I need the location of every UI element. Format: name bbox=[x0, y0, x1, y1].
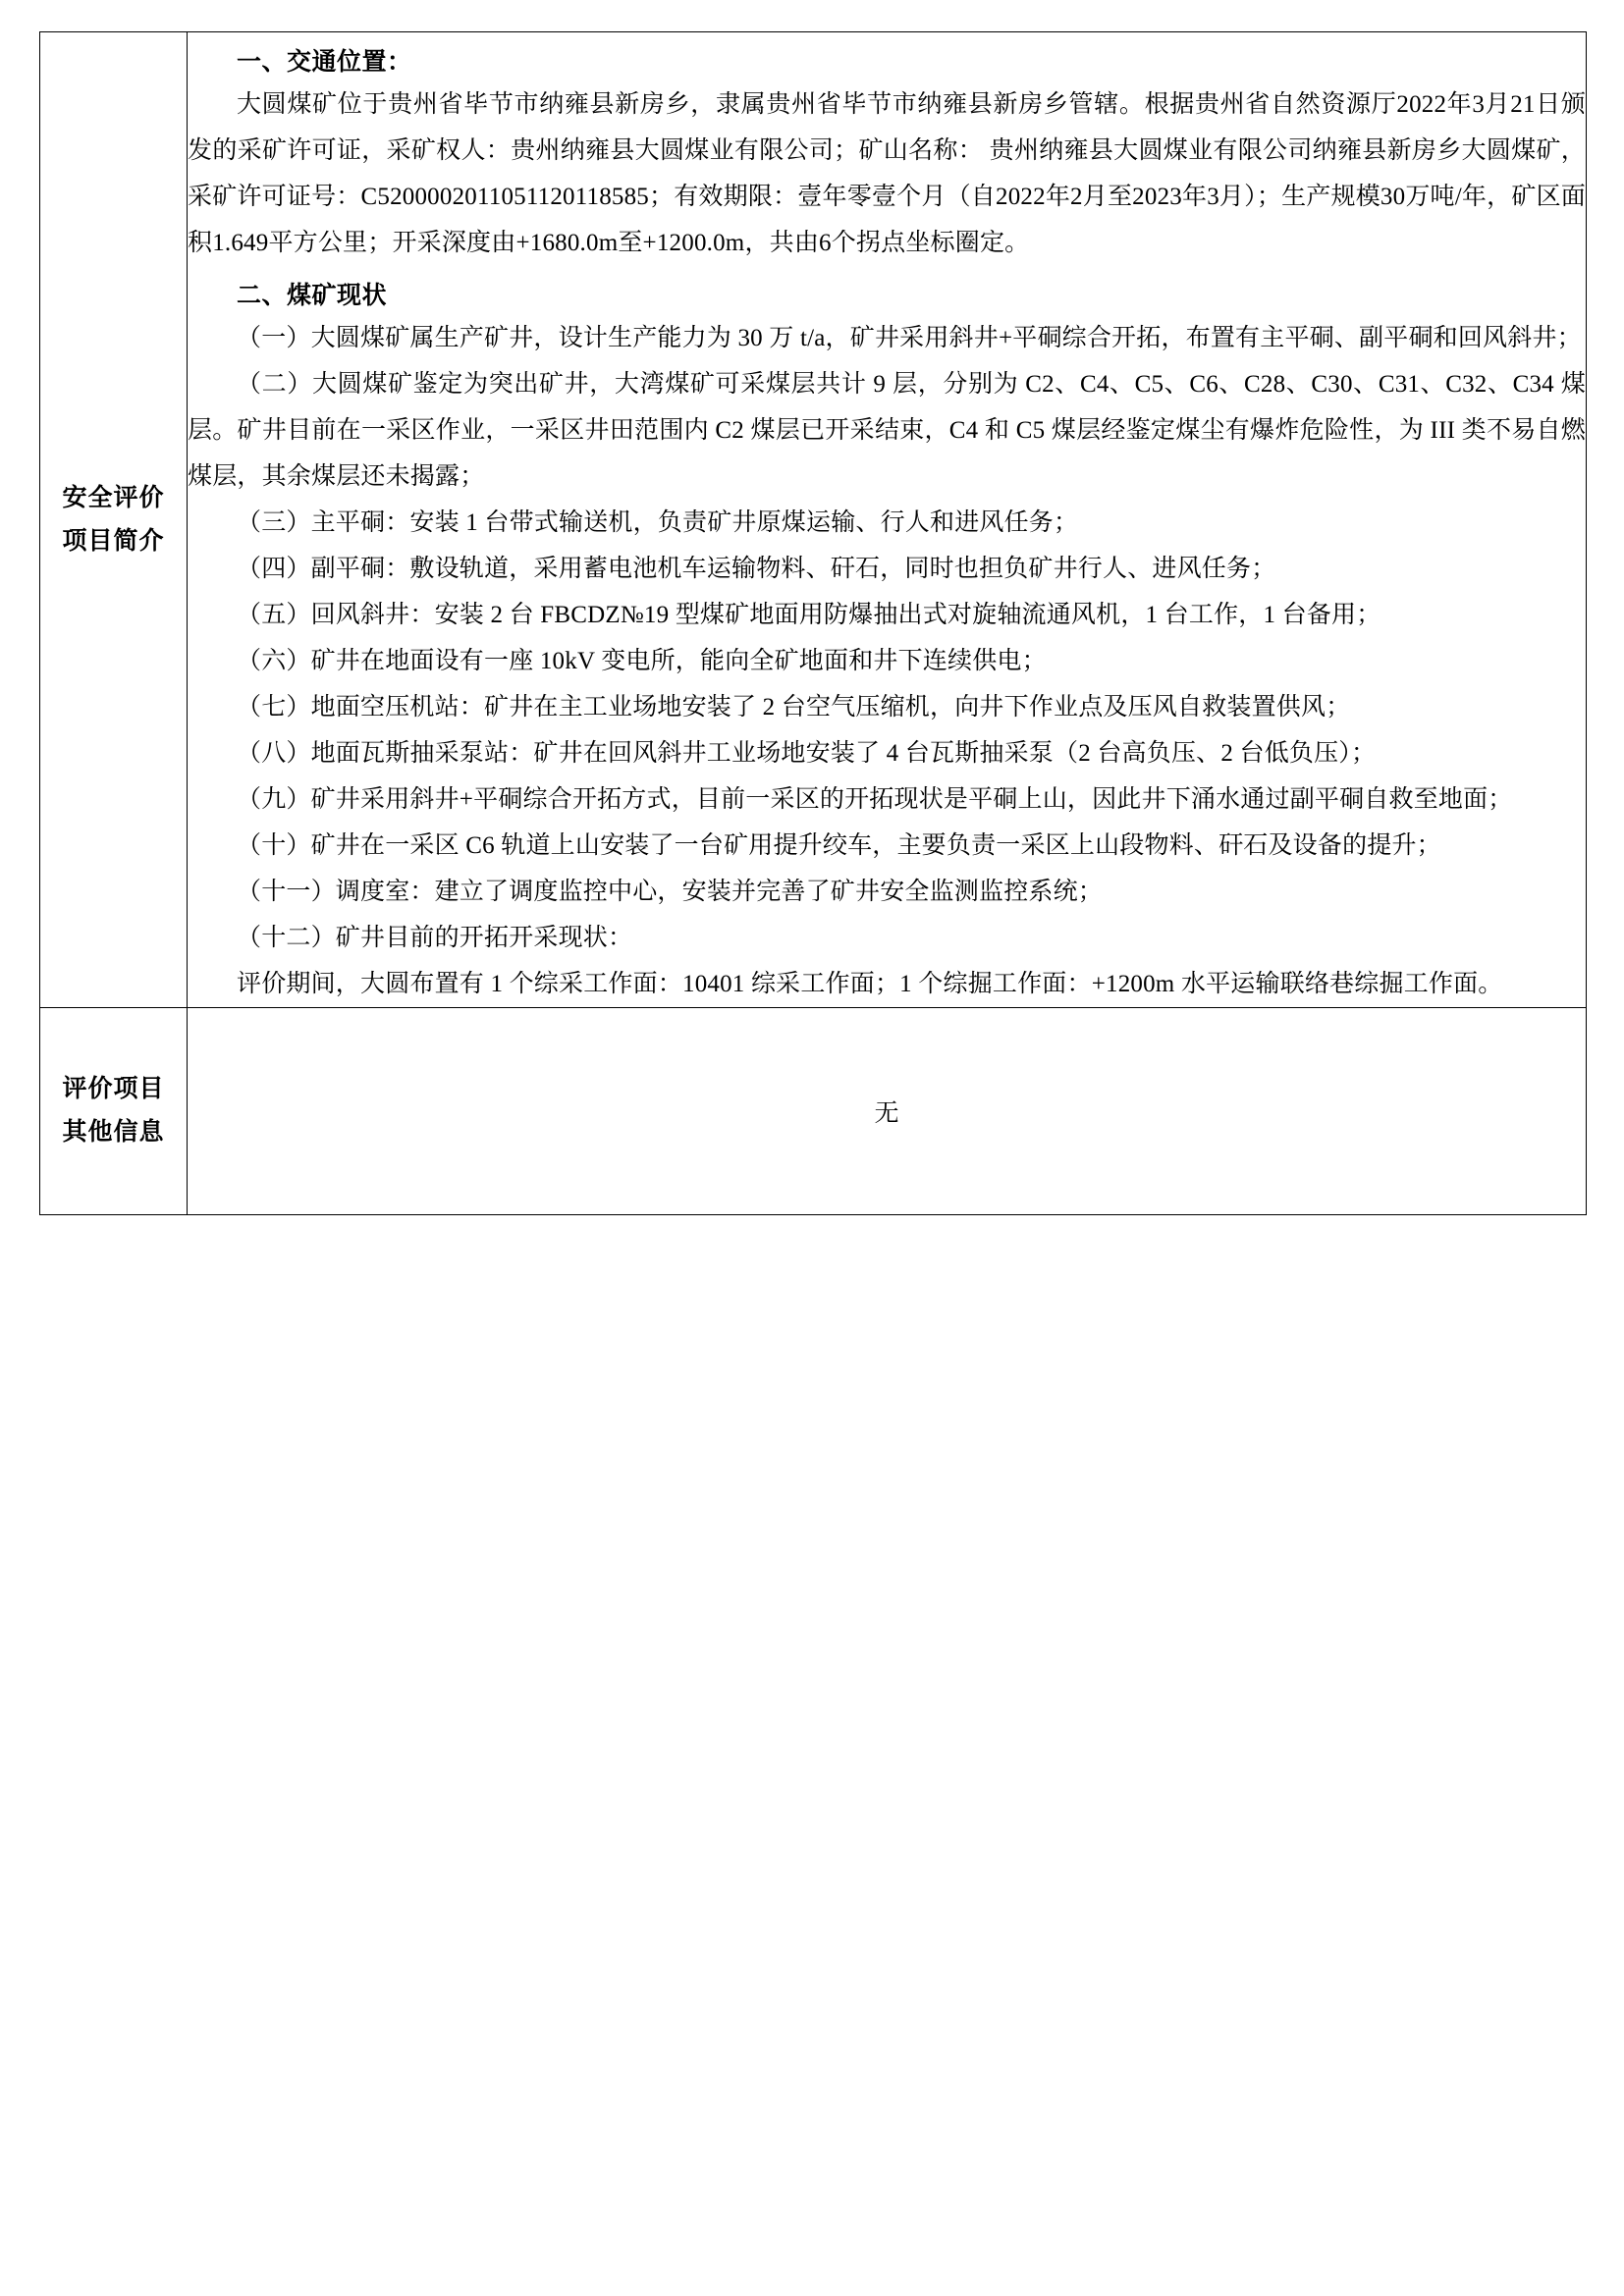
row-label-line-1: 安全评价 bbox=[62, 484, 165, 511]
paragraph-item-8: （八）地面瓦斯抽采泵站：矿井在回风斜井工业场地安装了 4 台瓦斯抽采泵（2 台高负压、2 台低负压）； bbox=[237, 740, 1377, 767]
paragraph-item-12: （十二）矿井目前的开拓开采现状： bbox=[237, 925, 633, 951]
table-row-other-info bbox=[40, 1008, 1587, 1215]
paragraph-item-9: （九）矿井采用斜井+平硐综合开拓方式，目前一采区的开拓现状是平硐上山，因此井下涌水通过副平硐自救至地面； bbox=[237, 786, 1513, 813]
paragraph-item-3: （三）主平硐：安装 1 台带式输送机，负责矿井原煤运输、行人和进风任务； bbox=[237, 509, 1079, 536]
paragraph-evaluation-period: 评价期间，大圆布置有 1 个综采工作面：10401 综采工作面；1 个综掘工作面：+1200m 水平运输联络巷综掘工作面。 bbox=[237, 971, 1503, 997]
row-label-other-line-2: 其他信息 bbox=[62, 1119, 165, 1146]
paragraph-item-4: （四）副平硐：敷设轨道，采用蓄电池机车运输物料、矸石，同时也担负矿井行人、进风任务； bbox=[237, 556, 1276, 582]
paragraph-item-6: （六）矿井在地面设有一座 10kV 变电所，能向全矿地面和井下连续供电； bbox=[237, 648, 1047, 674]
paragraph-item-10: （十）矿井在一采区 C6 轨道上山安装了一台矿用提升绞车，主要负责一采区上山段物料、矸石及设备的提升； bbox=[237, 832, 1441, 859]
paragraph-item-2: （二）大圆煤矿鉴定为突出矿井，大湾煤矿可采煤层共计 9 层，分别为 C2、C4、C5、C6、C28、C30、C31、C32、C34 煤层。矿井目前在一采区作业，一采区井田范围内 C2 煤层已开采结束，C4 和 C5 煤层经鉴定煤尘有爆炸危险性，为 III 类不易自燃煤层，其余煤层还未揭露； bbox=[188, 371, 1586, 490]
paragraph-item-7: （七）地面空压机站：矿井在主工业场地安装了 2 台空气压缩机，向井下作业点及压风自救装置供风； bbox=[237, 694, 1351, 721]
table-row-project-summary bbox=[40, 32, 1587, 1008]
row-label-other-line-1: 评价项目 bbox=[62, 1076, 165, 1102]
paragraph-traffic-location: 大圆煤矿位于贵州省毕节市纳雍县新房乡，隶属贵州省毕节市纳雍县新房乡管辖。根据贵州省自然资源厅2022年3月21日颁发的采矿许可证，采矿权人：贵州纳雍县大圆煤业有限公司；矿山名称： 贵州纳雍县大圆煤业有限公司纳雍县新房乡大圆煤矿， 采矿许可证号：C5200002011051120118585；有效期限：壹年零壹个月（自2022年2月至2023年3月）；生产规模30万吨/年，矿区面积1.649平方公里；开采深度由+1680.0m至+1200.0m，共由6个拐点坐标圈定。 bbox=[188, 91, 1586, 256]
paragraph-item-1: （一）大圆煤矿属生产矿井，设计生产能力为 30 万 t/a，矿井采用斜井+平硐综合开拓，布置有主平硐、副平硐和回风斜井； bbox=[237, 325, 1582, 351]
row-content-other-info: 无 bbox=[188, 1008, 1587, 1215]
row-label-project-summary bbox=[40, 32, 188, 1008]
row-label-other-info bbox=[40, 1008, 188, 1215]
row-content-project-summary bbox=[188, 32, 1587, 1008]
row-label-line-2: 项目简介 bbox=[62, 527, 165, 555]
paragraph-item-11: （十一）调度室：建立了调度监控中心，安装并完善了矿井安全监测监控系统； bbox=[237, 879, 1104, 905]
section-heading-traffic-location: 一、交通位置： bbox=[237, 49, 412, 76]
section-heading-mine-status: 二、煤矿现状 bbox=[237, 283, 388, 309]
project-info-table bbox=[39, 31, 1587, 1215]
paragraph-item-5: （五）回风斜井：安装 2 台 FBCDZ№19 型煤矿地面用防爆抽出式对旋轴流通风机，1 台工作，1 台备用； bbox=[237, 602, 1381, 628]
